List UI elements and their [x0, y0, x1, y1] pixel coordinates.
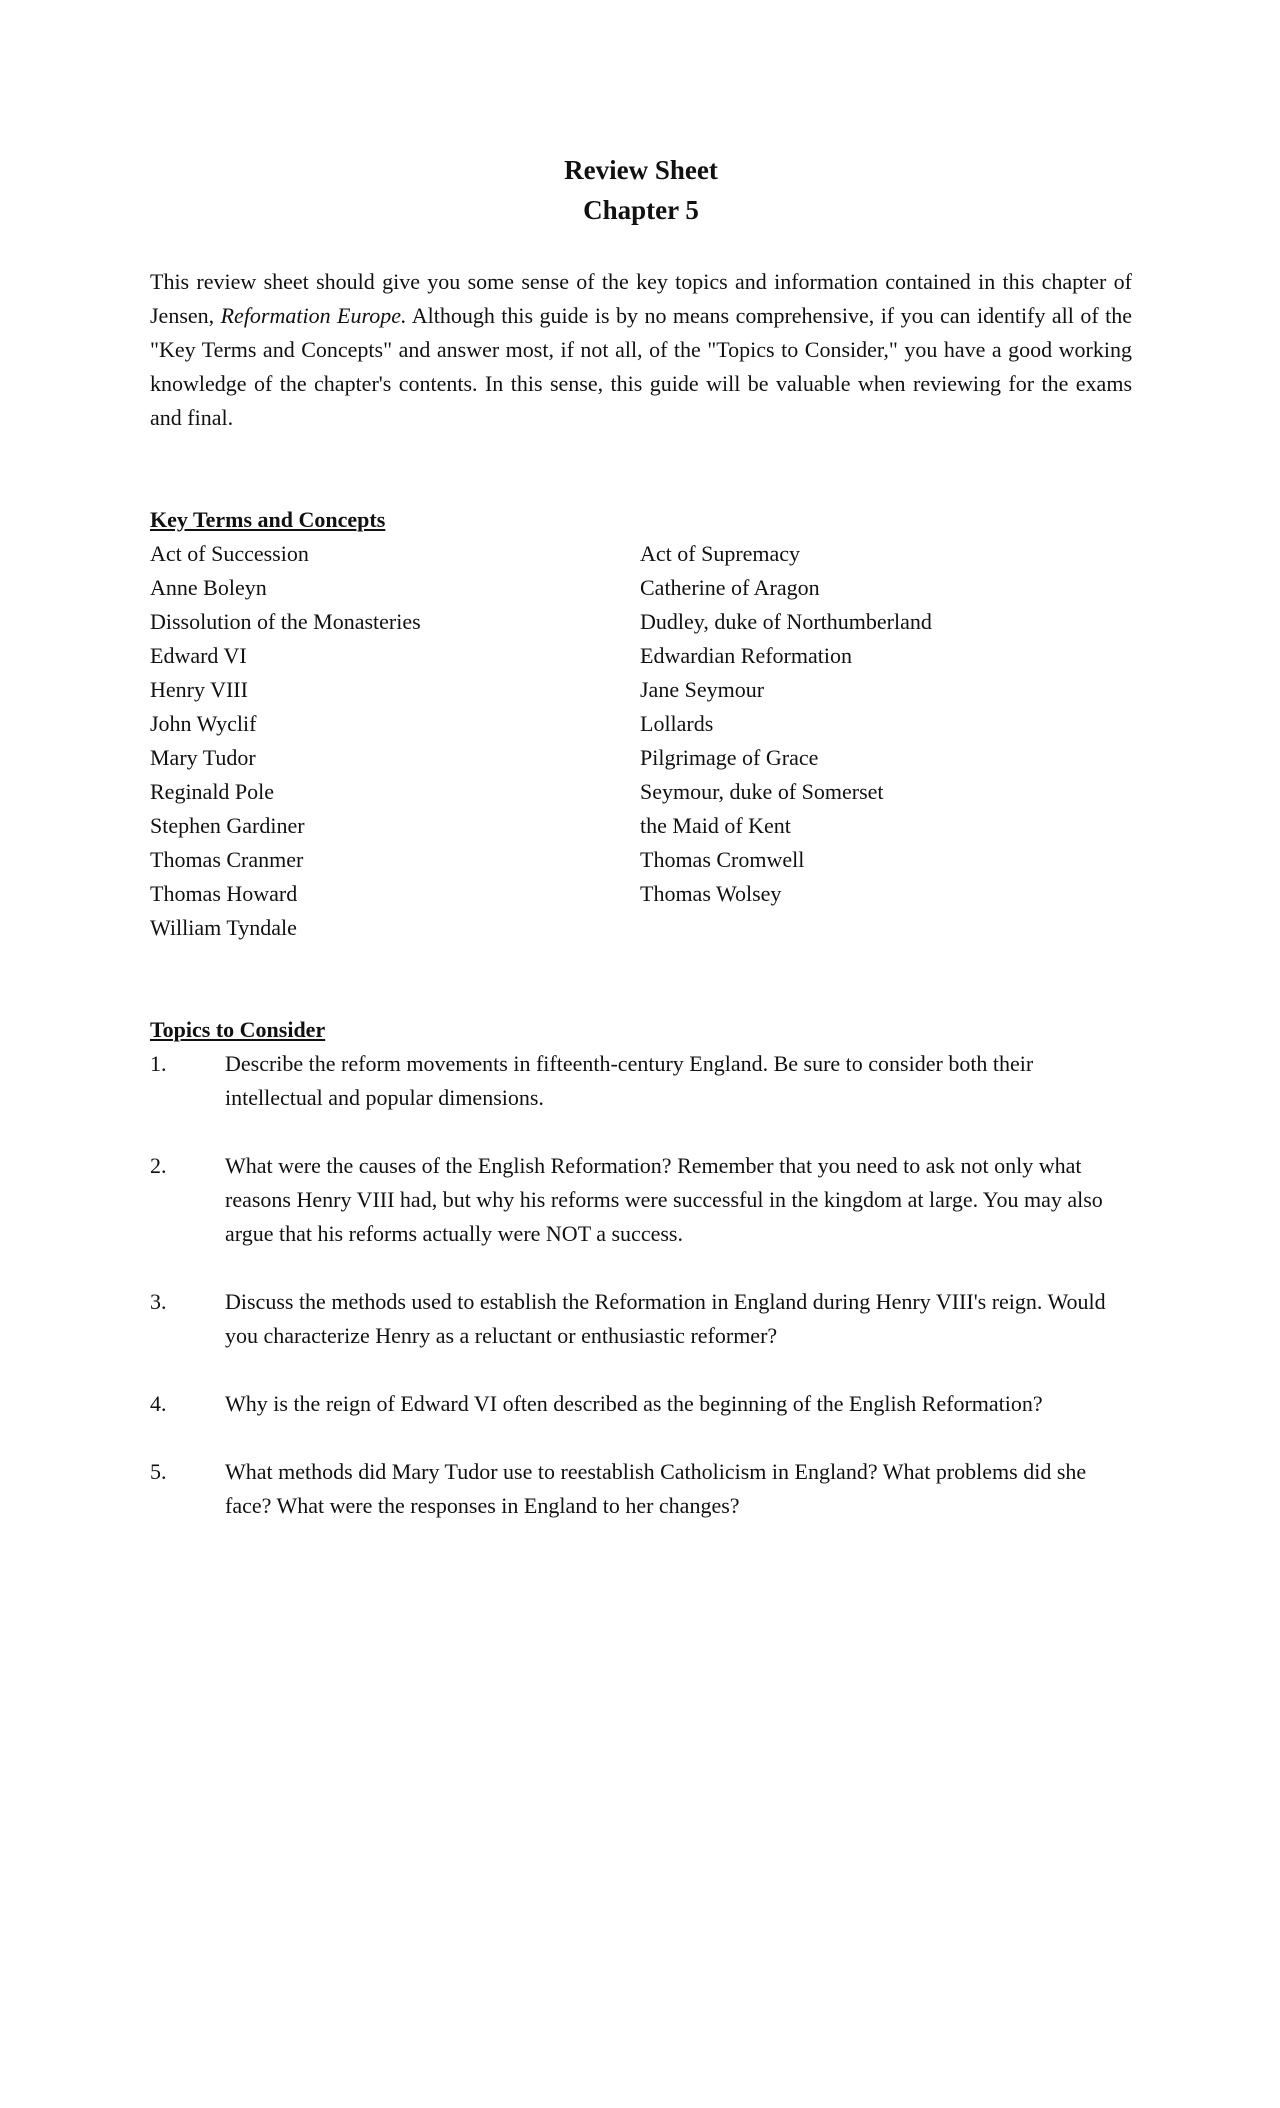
topic-item	[150, 1285, 1132, 1353]
topic-text: What methods did Mary Tudor use to reestablish Catholicism in England? What problems did she face? What were the responses in England to her changes?	[225, 1459, 1087, 1518]
topic-item	[150, 1455, 1132, 1523]
topic-item	[150, 1047, 1132, 1115]
key-terms-grid	[150, 537, 1132, 945]
topic-text: Describe the reform movements in fifteenth-century England. Be sure to consider both their intellectual and popular dimensions.	[225, 1051, 1034, 1110]
key-term: Seymour, duke of Somerset	[640, 779, 884, 804]
key-term: Edward VI	[150, 643, 247, 668]
key-term: John Wyclif	[150, 711, 257, 736]
topic-item	[150, 1149, 1132, 1251]
key-term: Lollards	[640, 711, 714, 736]
intro-text-end: Although this guide is by no means comprehensive, if you can identify all of the "Key Terms and Concepts" and answer most, if not all, of the "Topics to Consider," you have a good working knowledge of the chapter's contents. In this sense, this guide will be valuable when reviewing for the exams and final.	[150, 303, 1132, 430]
intro-text-start: This review sheet should give you some sense of the key topics and information contained in this chapter of Jensen,	[150, 269, 1132, 328]
topic-number: 2.	[150, 1153, 167, 1178]
chapter-title: Chapter 5	[583, 195, 699, 225]
key-term: Thomas Howard	[150, 881, 298, 906]
topic-item	[150, 1387, 1132, 1421]
book-title: Reformation Europe.	[220, 303, 407, 328]
key-term: Edwardian Reformation	[640, 643, 852, 668]
topics-heading: Topics to Consider	[150, 1017, 326, 1042]
key-term: Henry VIII	[150, 677, 248, 702]
topics-section	[150, 1013, 1132, 1523]
key-term: William Tyndale	[150, 915, 297, 940]
key-terms-heading: Key Terms and Concepts	[150, 507, 386, 532]
intro-paragraph	[150, 265, 1132, 435]
key-term: Jane Seymour	[640, 677, 765, 702]
key-term: Act of Succession	[150, 541, 309, 566]
key-term: Mary Tudor	[150, 745, 256, 770]
document-title: Review Sheet	[564, 155, 718, 185]
key-term: Reginald Pole	[150, 779, 275, 804]
key-term: Thomas Cromwell	[640, 847, 805, 872]
key-term: Pilgrimage of Grace	[640, 745, 819, 770]
topic-number: 1.	[150, 1051, 167, 1076]
key-term: Thomas Wolsey	[640, 881, 782, 906]
key-term: Stephen Gardiner	[150, 813, 305, 838]
topic-number: 4.	[150, 1391, 167, 1416]
key-term: Dudley, duke of Northumberland	[640, 609, 932, 634]
key-term: the Maid of Kent	[640, 813, 791, 838]
topic-text: Discuss the methods used to establish the Reformation in England during Henry VIII's reign. Would you characterize Henry as a reluctant or enthusiastic reformer?	[225, 1289, 1106, 1348]
topic-text: Why is the reign of Edward VI often described as the beginning of the English Reformation?	[225, 1391, 1043, 1416]
key-term-empty	[640, 911, 1132, 945]
key-term: Catherine of Aragon	[640, 575, 820, 600]
key-term: Act of Supremacy	[640, 541, 801, 566]
key-term: Anne Boleyn	[150, 575, 267, 600]
topic-number: 3.	[150, 1289, 167, 1314]
key-term: Dissolution of the Monasteries	[150, 609, 421, 634]
topic-number: 5.	[150, 1459, 167, 1484]
document-page	[150, 150, 1132, 1557]
key-term: Thomas Cranmer	[150, 847, 304, 872]
topic-text: What were the causes of the English Reformation? Remember that you need to ask not only what reasons Henry VIII had, but why his reforms were successful in the kingdom at large. You may also argue that his reforms actually were NOT a success.	[225, 1153, 1103, 1246]
key-terms-section	[150, 503, 1132, 945]
